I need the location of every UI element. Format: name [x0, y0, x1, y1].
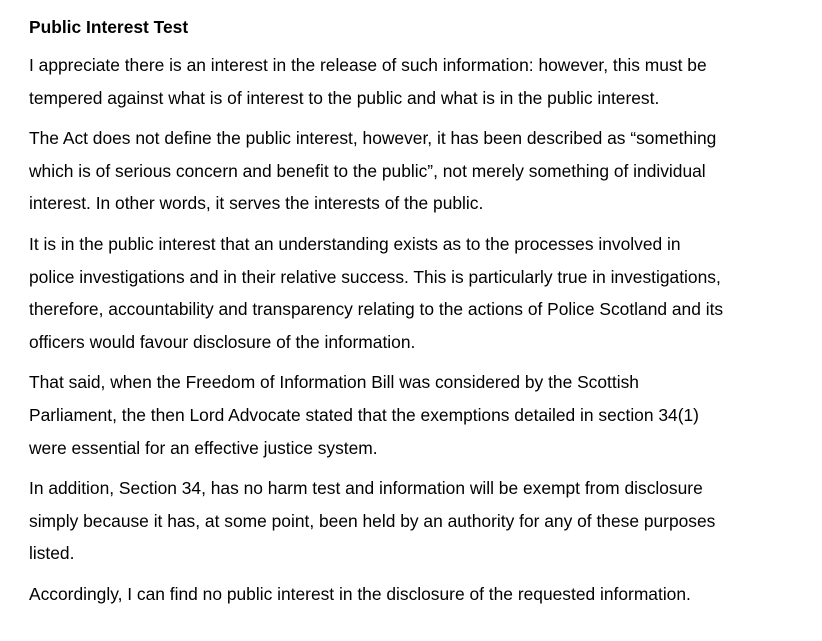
paragraph-public-interest-definition: The Act does not define the public interest, however, it has been described as “something which is of serious concern and benefit to the public”, not merely something of individual interest. In other words, it serves the interests of the public.	[29, 128, 717, 214]
section-heading: Public Interest Test	[29, 17, 189, 37]
paragraph-lord-advocate: That said, when the Freedom of Information Bill was considered by the Scottish Parliament, the then Lord Advocate stated that the exemptions detailed in section 34(1) were essential for an effective justice system.	[29, 372, 699, 458]
paragraph-interest-release: I appreciate there is an interest in the release of such information: however, this must be tempered against what is of interest to the public and what is in the public interest.	[29, 55, 707, 108]
paragraph-section-34: In addition, Section 34, has no harm test and information will be exempt from disclosure simply because it has, at some point, been held by an authority for any of these purposes listed.	[29, 478, 716, 564]
paragraph-investigations: It is in the public interest that an understanding exists as to the processes involved in police investigations and in their relative success. This is particularly true in investigations, therefore, accountability and transparency relating to the actions of Police Scotland and its officers would favour disclosure of the information.	[29, 233, 724, 352]
paragraph-conclusion: Accordingly, I can find no public interest in the disclosure of the requested information.	[29, 583, 691, 604]
document-body	[29, 11, 809, 619]
